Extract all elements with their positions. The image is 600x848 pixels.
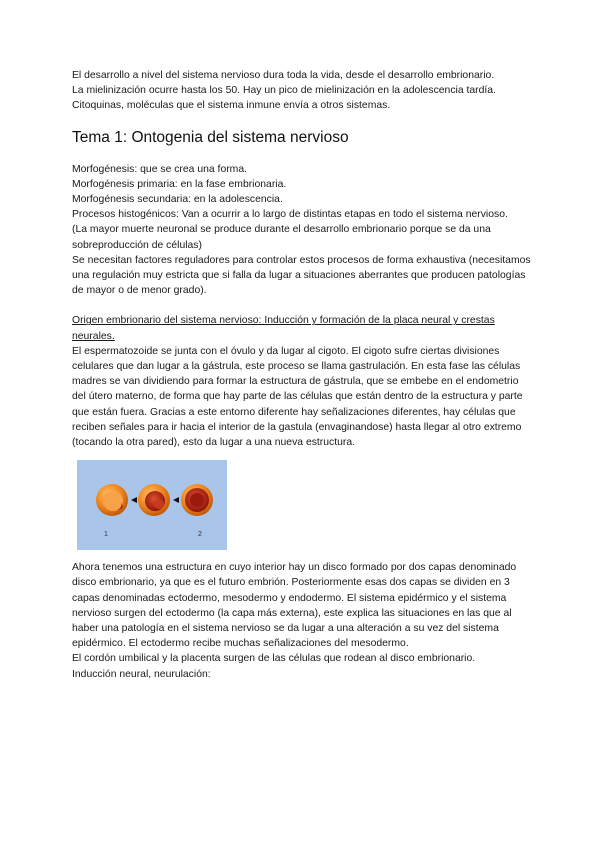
after-figure-block (72, 560, 532, 682)
definition-line: Morfogénesis secundaria: en la adolescencia. (72, 194, 283, 206)
section-paragraph: El espermatozoide se junta con el óvulo y da lugar al cigoto. El cigoto sufre ciertas divisiones celulares que dan lugar a la gástrula, este proceso se llama gastrulación. En esta fase las células madres se van dividiendo para formar la estructura de gástrula, que se embebe en el endometrio del útero materno, de forma que hay parte de las células que están dentro de la estructura y parte que están fuera. Gracias a este entorno diferente hay señalizaciones diferentes, hay células que reciben señales para ir hacia el interior de la gastula (envaginandose) hasta llegar al otro extremo (tocando la otra pared), esto da lugar a una nueva estructura. (72, 345, 523, 449)
section-title: Origen embrionario del sistema nervioso: Inducción y formación de la placa neural y crestas neurales. (72, 315, 495, 342)
gastrulation-diagram (77, 460, 227, 550)
definition-line: Morfogénesis: que se crea una forma. (72, 163, 248, 175)
definition-line: (La mayor muerte neuronal se produce durante el desarrollo embrionario porque se da una sobreproducción de células) (72, 224, 491, 251)
gastrula-sphere (181, 484, 213, 516)
blastula-sphere (96, 484, 128, 516)
definitions-block (72, 162, 532, 299)
intro-block (72, 68, 532, 114)
intro-line: Citoquinas, moléculas que el sistema inmune envía a otros sistemas. (72, 100, 391, 112)
intro-line: El desarrollo a nivel del sistema nervioso dura toda la vida, desde el desarrollo embrionario. (72, 70, 495, 81)
definition-line: Morfogénesis primaria: en la fase embrionaria. (72, 178, 287, 190)
figure-label-1: 1 (104, 531, 108, 539)
paragraph: Ahora tenemos una estructura en cuyo interior hay un disco formado por dos capas denominado disco embrionario, ya que es el futuro embrión. Posteriormente esas dos capas se dividen en 3 capas denominadas ectodermo, mesodermo y endodermo. El sistema epidérmico y el sistema nervioso surgen del ectodermo (la capa más externa), este explica las situaciones en las que al haber una patología en el sistema nervioso se da lugar a una alteración a su vez del sistema epidérmico. El ectodermo recibe muchas señalizaciones del mesodermo. (72, 562, 517, 650)
figure-label-2: 2 (198, 531, 202, 539)
definition-line: Procesos histogénicos: Van a ocurrir a lo largo de distintas etapas en todo el sistema nervioso. (72, 209, 508, 221)
paragraph: Inducción neural, neurulación: (72, 668, 211, 680)
arrow-icon (173, 497, 179, 503)
spacer (72, 298, 532, 313)
gastrulation-figure (77, 460, 227, 550)
intro-line: La mielinización ocurre hasta los 50. Hay un pico de mielinización en la adolescencia tardía. (72, 85, 496, 97)
page-title: Tema 1: Ontogenia del sistema nervioso (72, 128, 349, 146)
definition-line: Se necesitan factores reguladores para controlar estos procesos de forma exhaustiva (necesitamos una regulación muy estricta que si falla da lugar a situaciones aberrantes que producen patologías de mayor o de menor grado). (72, 254, 531, 297)
arrow-icon (131, 497, 137, 503)
paragraph: El cordón umbilical y la placenta surgen de las células que rodean al disco embrionario. (72, 653, 476, 665)
invagination-sphere (138, 484, 170, 516)
document-page (72, 68, 532, 682)
